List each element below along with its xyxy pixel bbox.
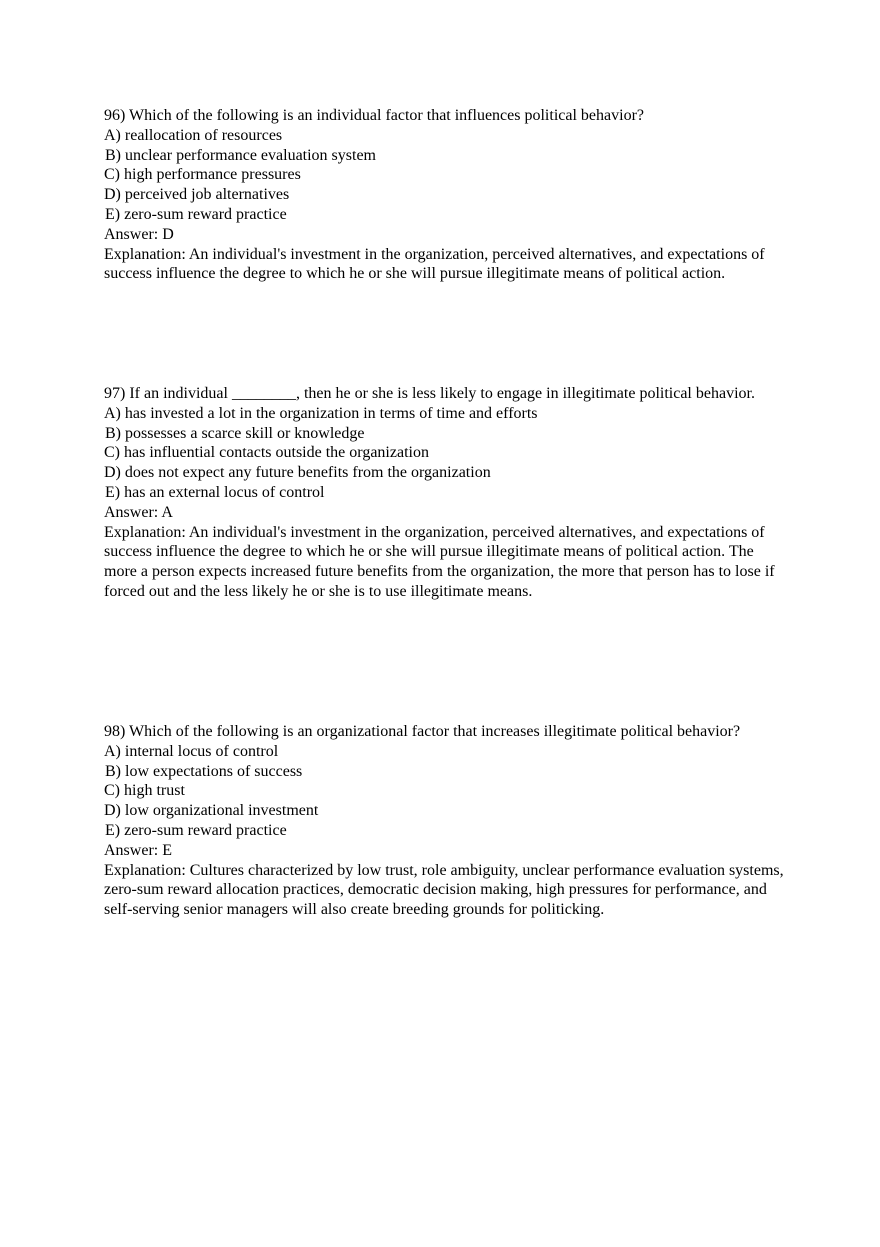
option-b: B) low expectations of success xyxy=(105,762,303,780)
option-c: C) high performance pressures xyxy=(104,166,301,184)
question-stem: 98) Which of the following is an organizational factor that increases illegitimate political behavior? xyxy=(104,723,741,740)
explanation: Explanation: An individual's investment in the organization, perceived alternatives, and expectations of success influence the degree to which he or she will pursue illegitimate means of political action. xyxy=(104,245,765,283)
answer: Answer: D xyxy=(104,225,174,243)
question-stem: 96) Which of the following is an individual factor that influences political behavior? xyxy=(104,107,644,124)
option-e: E) zero-sum reward practice xyxy=(105,205,287,223)
question-stem: 97) If an individual ________, then he or she is less likely to engage in illegitimate political behavior. xyxy=(104,385,755,402)
option-d: D) does not expect any future benefits from the organization xyxy=(104,464,491,482)
explanation: Explanation: An individual's investment in the organization, perceived alternatives, and expectations of success influence the degree to which he or she will pursue illegitimate means of political action. The more a person expects increased future benefits from the organization, the more that person has to lose if forced out and the less likely he or she is to use illegitimate means. xyxy=(104,523,775,600)
option-c: C) high trust xyxy=(104,782,185,800)
explanation: Explanation: Cultures characterized by low trust, role ambiguity, unclear performance evaluation systems, zero-sum reward allocation practices, democratic decision making, high pressures for performance, and self-serving senior managers will also create breeding grounds for politicking. xyxy=(104,861,784,919)
answer: Answer: A xyxy=(104,503,173,521)
option-b: B) possesses a scarce skill or knowledge xyxy=(105,424,365,442)
option-a: A) has invested a lot in the organization in terms of time and efforts xyxy=(104,404,538,422)
option-e: E) has an external locus of control xyxy=(105,483,325,501)
option-c: C) has influential contacts outside the organization xyxy=(104,444,429,462)
question-97 xyxy=(104,384,784,602)
option-d: D) perceived job alternatives xyxy=(104,186,290,204)
option-d: D) low organizational investment xyxy=(104,802,319,820)
option-b: B) unclear performance evaluation system xyxy=(105,146,376,164)
question-96 xyxy=(104,106,784,284)
option-a: A) reallocation of resources xyxy=(104,126,283,144)
answer: Answer: E xyxy=(104,841,172,859)
question-98 xyxy=(104,722,784,920)
option-e: E) zero-sum reward practice xyxy=(105,821,287,839)
option-a: A) internal locus of control xyxy=(104,742,279,760)
